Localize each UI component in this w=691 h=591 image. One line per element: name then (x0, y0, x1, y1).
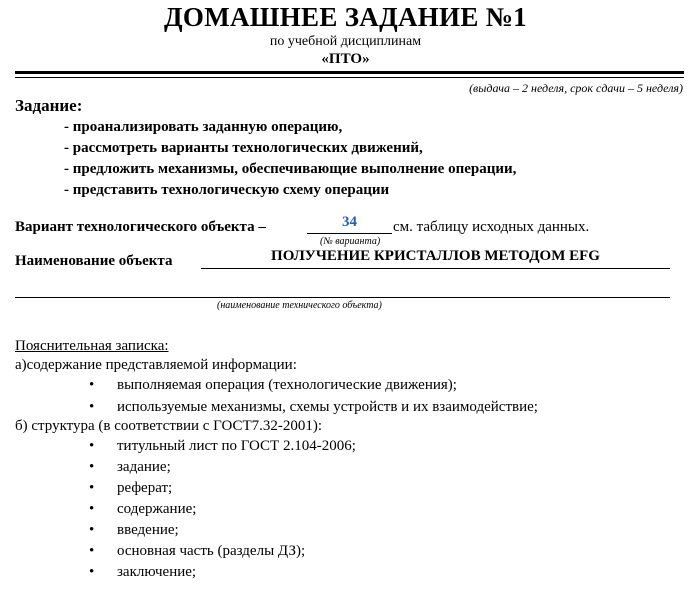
variant-underline (307, 233, 392, 234)
variant-number: 34 (342, 214, 357, 230)
list-item: заключение; (117, 564, 197, 580)
object-name: ПОЛУЧЕНИЕ КРИСТАЛЛОВ МЕТОДОМ EFG (271, 248, 600, 264)
object-underline-second (15, 297, 670, 298)
bullet-icon: • (89, 399, 95, 415)
bullet-icon: • (89, 377, 95, 393)
list-item: используемые механизмы, схемы устройств и их взаимодействие; (117, 399, 538, 415)
bullet-icon: • (89, 501, 95, 517)
list-item: выполняемая операция (технологические движения); (117, 377, 457, 393)
section-b-heading: б) структура (в соответствии с ГОСТ7.32-2001): (15, 418, 323, 434)
list-item: основная часть (разделы ДЗ); (117, 543, 306, 559)
variant-reference: см. таблицу исходных данных. (393, 219, 590, 235)
task-item: - представить технологическую схему операции (64, 182, 390, 198)
bullet-icon: • (89, 480, 95, 496)
document-title: ДОМАШНЕЕ ЗАДАНИЕ №1 (164, 2, 527, 32)
bullet-icon: • (89, 522, 95, 538)
task-heading: Задание: (15, 96, 83, 115)
variant-label: Вариант технологического объекта – (15, 219, 266, 235)
list-item: задание; (117, 459, 171, 475)
object-label: Наименование объекта (15, 253, 173, 269)
list-item: содержание; (117, 501, 197, 517)
header-divider-thin (15, 77, 684, 78)
discipline-name: «ПТО» (321, 51, 370, 67)
task-item: - предложить механизмы, обеспечивающие выполнение операции, (64, 161, 517, 177)
bullet-icon: • (89, 438, 95, 454)
document-subtitle: по учебной дисциплинам (269, 34, 422, 49)
bullet-icon: • (89, 459, 95, 475)
task-item: - рассмотреть варианты технологических движений, (64, 140, 423, 156)
note-heading: Пояснительная записка: (15, 338, 169, 354)
task-item: - проанализировать заданную операцию, (64, 119, 343, 135)
section-a-heading: а)содержание представляемой информации: (15, 357, 297, 373)
bullet-icon: • (89, 543, 95, 559)
header-divider-thick (15, 71, 684, 74)
bullet-icon: • (89, 564, 95, 580)
object-caption: (наименование технического объекта) (217, 300, 382, 311)
variant-caption: (№ варианта) (320, 236, 381, 247)
issue-note: (выдача – 2 неделя, срок сдачи – 5 неделя) (469, 81, 683, 95)
list-item: введение; (117, 522, 179, 538)
list-item: титульный лист по ГОСТ 2.104-2006; (117, 438, 356, 454)
object-underline (201, 268, 670, 269)
list-item: реферат; (117, 480, 173, 496)
